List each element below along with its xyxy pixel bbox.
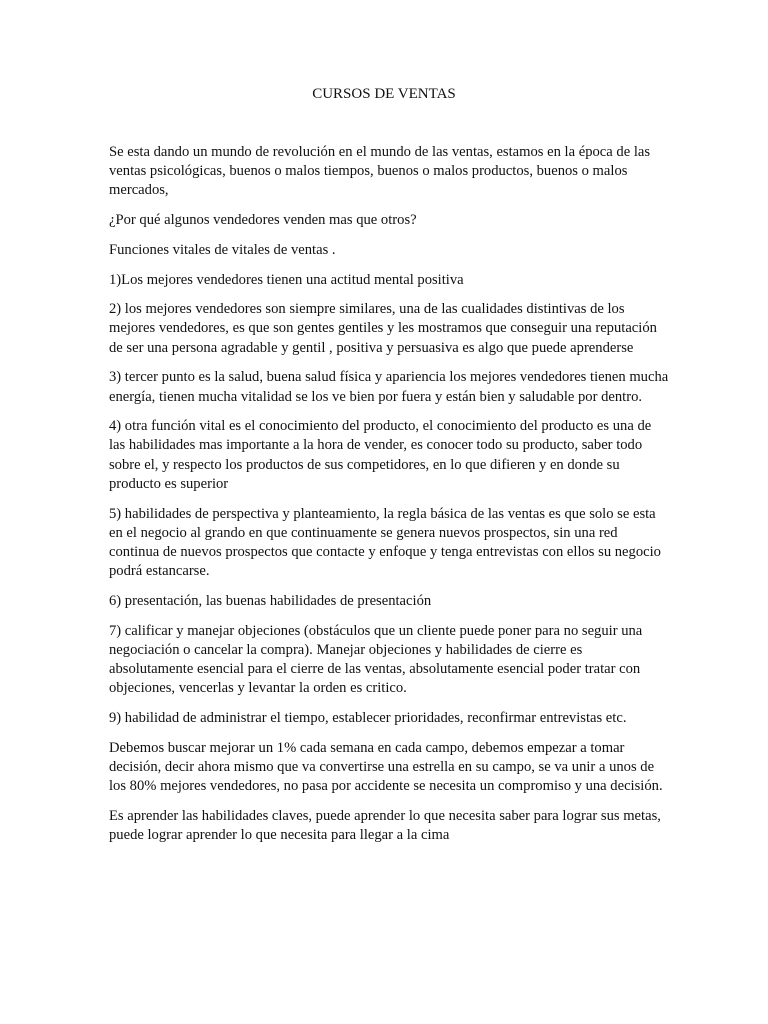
paragraph: 4) otra función vital es el conocimiento del producto, el conocimiento del producto es una de las habilidades mas importante a la hora de vender, es conocer todo su producto, saber todo sobre el, y respecto los productos de sus competidores, en lo que difieren y en donde su producto es superior bbox=[109, 418, 652, 492]
paragraph: 2) los mejores vendedores son siempre similares, una de las cualidades distintivas de los mejores vendedores, es que son gentes gentiles y les mostramos que conseguir una reputación de ser una persona agradable y gentil , positiva y persuasiva es algo que puede aprenderse bbox=[109, 301, 657, 356]
paragraph: 7) calificar y manejar objeciones (obstáculos que un cliente puede poner para no seguir una negociación o cancelar la compra). Manejar objeciones y habilidades de cierre es absolutamente esencial para el cierre de las ventas, absolutamente esencial poder tratar con objeciones, vencerlas y levantar la orden es critico. bbox=[109, 622, 643, 697]
paragraph: Funciones vitales de vitales de ventas . bbox=[109, 241, 336, 258]
paragraph: ¿Por qué algunos vendedores venden mas que otros? bbox=[109, 212, 417, 229]
paragraph: 6) presentación, las buenas habilidades de presentación bbox=[109, 592, 432, 609]
paragraph: Debemos buscar mejorar un 1% cada semana en cada campo, debemos empezar a tomar decisión, decir ahora mismo que va convertirse una estrella en su campo, se va unir a unos de los 80% mejores vendedores, no pasa por accidente se necesita un compromiso y una decisión. bbox=[109, 739, 663, 794]
paragraph: 5) habilidades de perspectiva y planteamiento, la regla básica de las ventas es que solo se esta en el negocio al grando en que continuamente se genera nuevos prospectos, sin una red continua de nuevos prospectos que contacte y enfoque y tenga entrevistas con ellos su negocio podrá estancarse. bbox=[109, 505, 661, 580]
document-title: CURSOS DE VENTAS bbox=[312, 86, 456, 102]
paragraph: 3) tercer punto es la salud, buena salud física y apariencia los mejores vendedores tienen mucha energía, tienen mucha vitalidad se los ve bien por fuera y están bien y saludable por dentro. bbox=[109, 369, 669, 405]
paragraph: Se esta dando un mundo de revolución en el mundo de las ventas, estamos en la época de las ventas psicológicas, buenos o malos tiempos, buenos o malos productos, buenos o malos mercados, bbox=[109, 144, 651, 199]
document-body bbox=[109, 143, 669, 856]
paragraph: Es aprender las habilidades claves, puede aprender lo que necesita saber para lograr sus metas, puede lograr aprender lo que necesita para llegar a la cima bbox=[109, 807, 661, 843]
paragraph: 1)Los mejores vendedores tienen una actitud mental positiva bbox=[109, 271, 464, 288]
paragraph: 9) habilidad de administrar el tiempo, establecer prioridades, reconfirmar entrevistas etc. bbox=[109, 709, 627, 726]
